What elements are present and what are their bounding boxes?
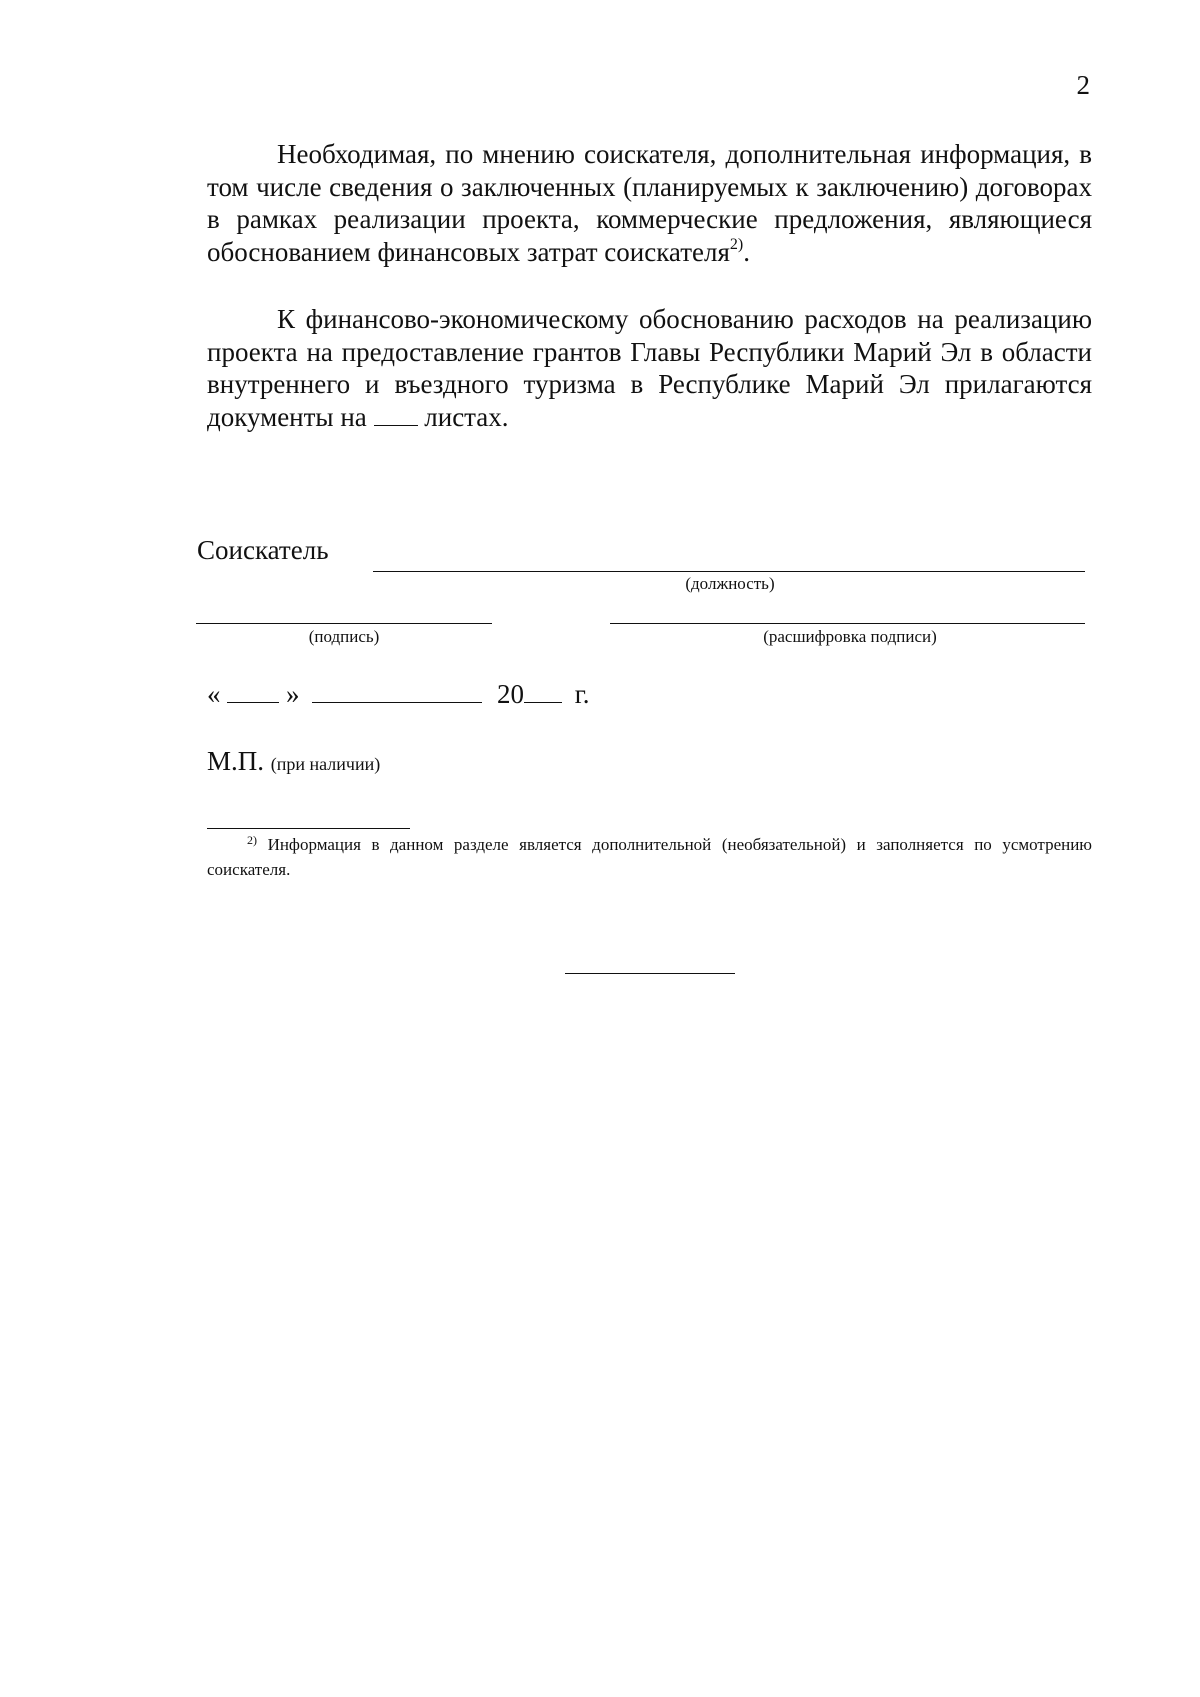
- paragraph-additional-info-text: Необходимая, по мнению соискателя, дополнительная информация, в том числе сведения о заключенных (планируемых к заключению) договорах в рамках реализации проекта, коммерческие предложения, являющиеся обоснованием финансовых затрат соискателя: [207, 139, 1092, 267]
- signature-decoding-caption: (расшифровка подписи): [763, 627, 937, 646]
- footnote-mark: 2): [247, 833, 257, 847]
- paragraph-additional-info: [207, 138, 1092, 268]
- stamp-note: (при наличии): [270, 754, 381, 774]
- end-of-document-rule: [565, 973, 735, 974]
- date-close-quote: »: [286, 679, 300, 709]
- footnote: [207, 832, 1092, 882]
- signature-decoding-line: [610, 623, 1085, 624]
- day-blank: [227, 678, 279, 703]
- position-line: [373, 571, 1085, 572]
- date-open-quote: «: [207, 679, 221, 709]
- position-caption: (должность): [685, 574, 775, 593]
- paragraph-attached-documents-text: К финансово-экономическому обоснованию расходов на реализацию проекта на предоставление грантов Главы Республики Марий Эл в области внутреннего и въездного туризма в Республике Марий Эл прилагаются документы на: [207, 304, 1092, 432]
- paragraph-attached-documents: [207, 303, 1092, 433]
- year-suffix: г.: [574, 679, 590, 709]
- date-row: [207, 678, 590, 710]
- applicant-label: Соискатель: [197, 535, 329, 565]
- stamp-place: [207, 746, 380, 777]
- signature-caption: (подпись): [308, 627, 380, 646]
- paragraph-attached-documents-end: листах.: [424, 401, 509, 432]
- signature-line: [196, 623, 492, 624]
- page-number: 2: [1076, 70, 1090, 100]
- footnote-text: Информация в данном разделе является дополнительной (необязательной) и заполняется по усмотрению соискателя.: [207, 835, 1093, 879]
- paragraph-additional-info-end: .: [743, 236, 750, 267]
- stamp-label: М.П.: [207, 746, 265, 776]
- year-blank: [524, 678, 562, 703]
- month-blank: [312, 678, 482, 703]
- sheet-count-blank: [374, 403, 418, 426]
- year-prefix: 20: [497, 679, 524, 709]
- footnote-reference-mark: 2): [729, 235, 744, 253]
- footnote-rule: [207, 828, 410, 829]
